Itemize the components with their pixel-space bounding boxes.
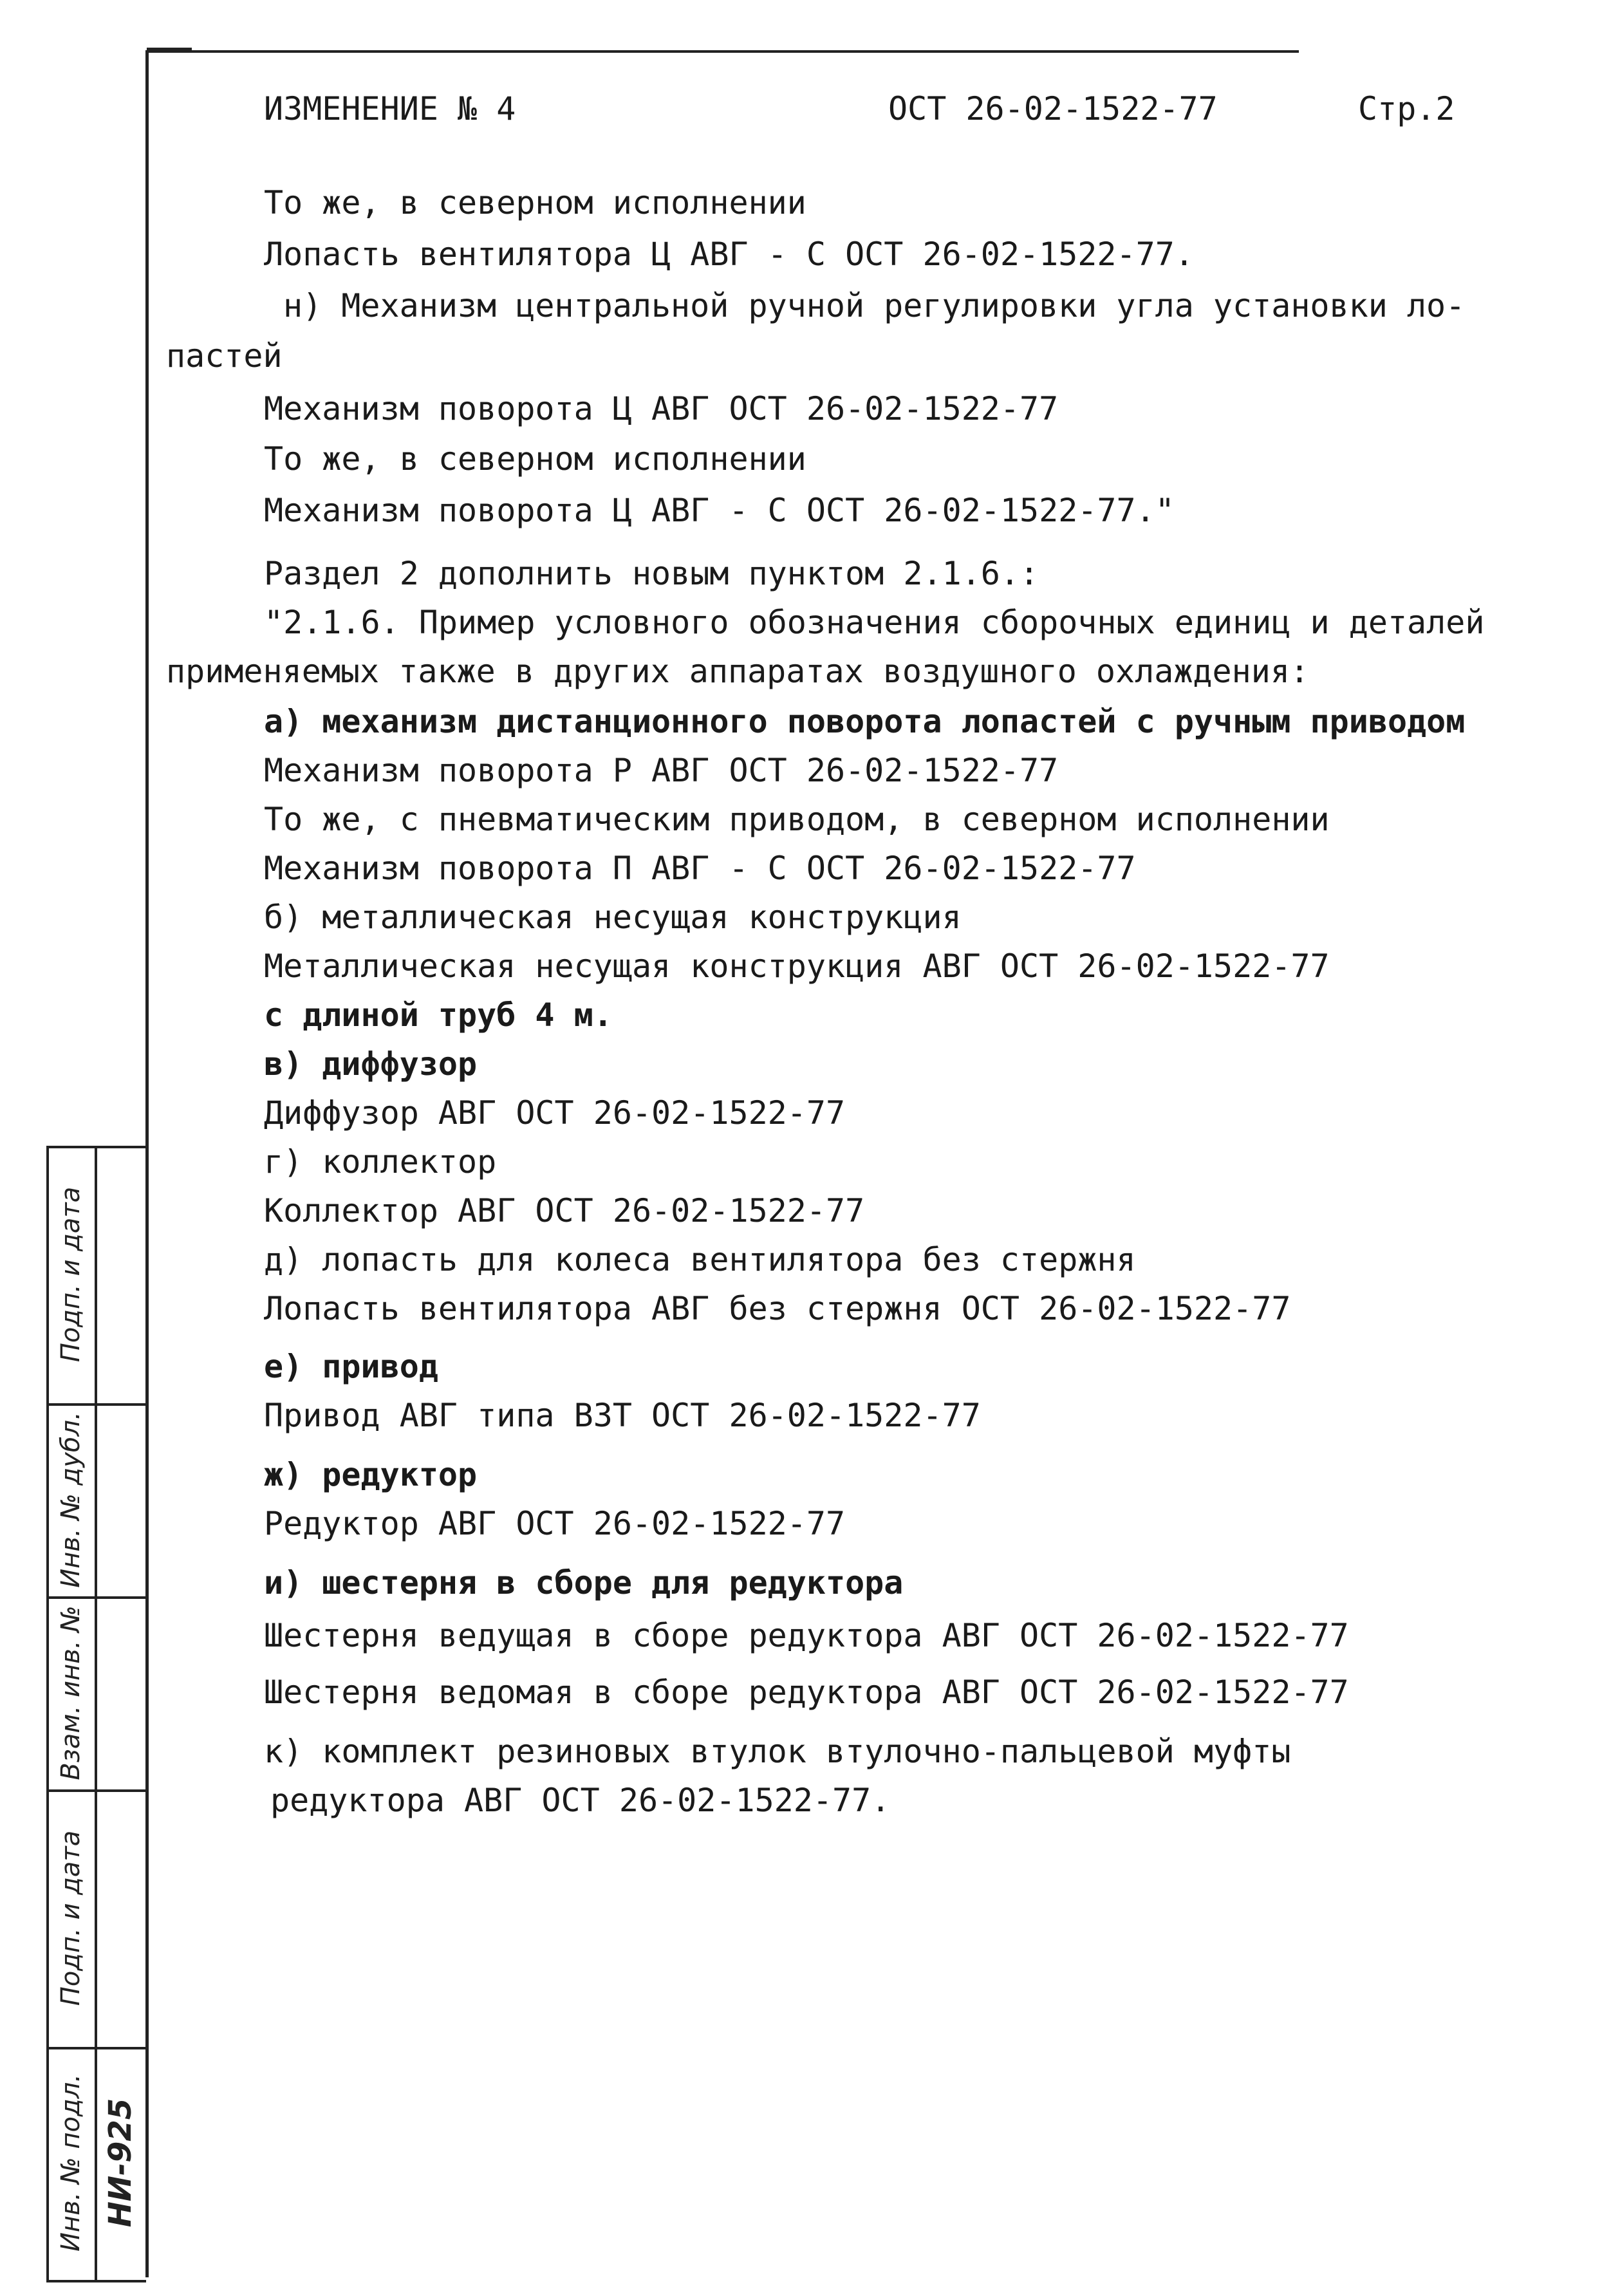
top-rule: [147, 50, 1299, 53]
text-line: "2.1.6. Пример условного обозначения сборочных единиц и деталей: [264, 604, 1485, 641]
stamp-column-divider: [95, 1146, 97, 2280]
text-line: д) лопасть для колеса вентилятора без стержня: [264, 1241, 1136, 1278]
text-line: Лопасть вентилятора АВГ без стержня ОСТ 26-02-1522-77: [264, 1290, 1291, 1327]
text-line: применяемых также в других аппаратах воздушного охлаждения:: [166, 653, 1310, 690]
text-line: Раздел 2 дополнить новым пунктом 2.1.6.:: [264, 555, 1039, 592]
text-line: н) Механизм центральной ручной регулировки угла установки ло-: [283, 287, 1466, 324]
text-line: с длиной труб 4 м.: [264, 996, 613, 1034]
stamp-row-divider: [46, 1789, 146, 1792]
text-line: г) коллектор: [264, 1143, 497, 1181]
stamp-label-replace-inventory: Взам. инв. №: [56, 1605, 86, 1780]
text-line: Редуктор АВГ ОСТ 26-02-1522-77: [264, 1505, 846, 1542]
text-line: Коллектор АВГ ОСТ 26-02-1522-77: [264, 1192, 865, 1229]
text-line: к) комплект резиновых втулок втулочно-пальцевой муфты: [264, 1733, 1291, 1770]
stamp-row-divider: [46, 1596, 146, 1599]
stamp-row-divider: [46, 2047, 146, 2049]
text-line: Механизм поворота Ц АВГ - С ОСТ 26-02-1522-77.": [264, 492, 1175, 529]
standard-number: ОСТ 26-02-1522-77: [888, 90, 1218, 127]
side-stamp-strip: [46, 1146, 146, 2279]
stamp-label-original-inventory: Инв. № подл.: [56, 2074, 86, 2252]
page-number: Стр.2: [1358, 90, 1455, 127]
text-line: Механизм поворота Р АВГ ОСТ 26-02-1522-77: [264, 752, 1059, 789]
text-line: То же, с пневматическим приводом, в северном исполнении: [264, 801, 1330, 838]
text-line: Шестерня ведущая в сборе редуктора АВГ ОСТ 26-02-1522-77: [264, 1617, 1349, 1654]
stamp-label-sign-date-2: Подп. и дата: [56, 1830, 86, 2006]
change-number: ИЗМЕНЕНИЕ № 4: [264, 90, 516, 127]
text-line: Лопасть вентилятора Ц АВГ - С ОСТ 26-02-1522-77.: [264, 236, 1194, 273]
handwritten-inventory-number: НИ-925: [102, 2098, 138, 2228]
text-line: и) шестерня в сборе для редуктора: [264, 1564, 904, 1601]
stamp-label-sign-date: Подп. и дата: [56, 1186, 86, 1363]
text-line: в) диффузор: [264, 1045, 478, 1083]
text-line: Привод АВГ типа ВЗТ ОСТ 26-02-1522-77: [264, 1397, 981, 1434]
stamp-label-dup-inventory: Инв. № дубл.: [56, 1412, 86, 1588]
text-line: То же, в северном исполнении: [264, 440, 806, 478]
text-line: редуктора АВГ ОСТ 26-02-1522-77.: [270, 1782, 891, 1819]
stamp-row-divider: [46, 1403, 146, 1406]
text-line: Диффузор АВГ ОСТ 26-02-1522-77: [264, 1094, 846, 1132]
text-line: пастей: [166, 337, 283, 375]
text-line: Механизм поворота П АВГ - С ОСТ 26-02-1522-77: [264, 850, 1136, 887]
text-line: ж) редуктор: [264, 1456, 478, 1493]
text-line: Шестерня ведомая в сборе редуктора АВГ ОСТ 26-02-1522-77: [264, 1674, 1349, 1711]
text-line: б) металлическая несущая конструкция: [264, 899, 962, 936]
text-line: Механизм поворота Ц АВГ ОСТ 26-02-1522-77: [264, 390, 1059, 427]
text-line: Металлическая несущая конструкция АВГ ОСТ 26-02-1522-77: [264, 947, 1330, 985]
text-line: е) привод: [264, 1348, 438, 1385]
page-header: [264, 90, 1487, 142]
text-line: То же, в северном исполнении: [264, 184, 806, 221]
text-line: а) механизм дистанционного поворота лопастей с ручным приводом: [264, 703, 1466, 740]
